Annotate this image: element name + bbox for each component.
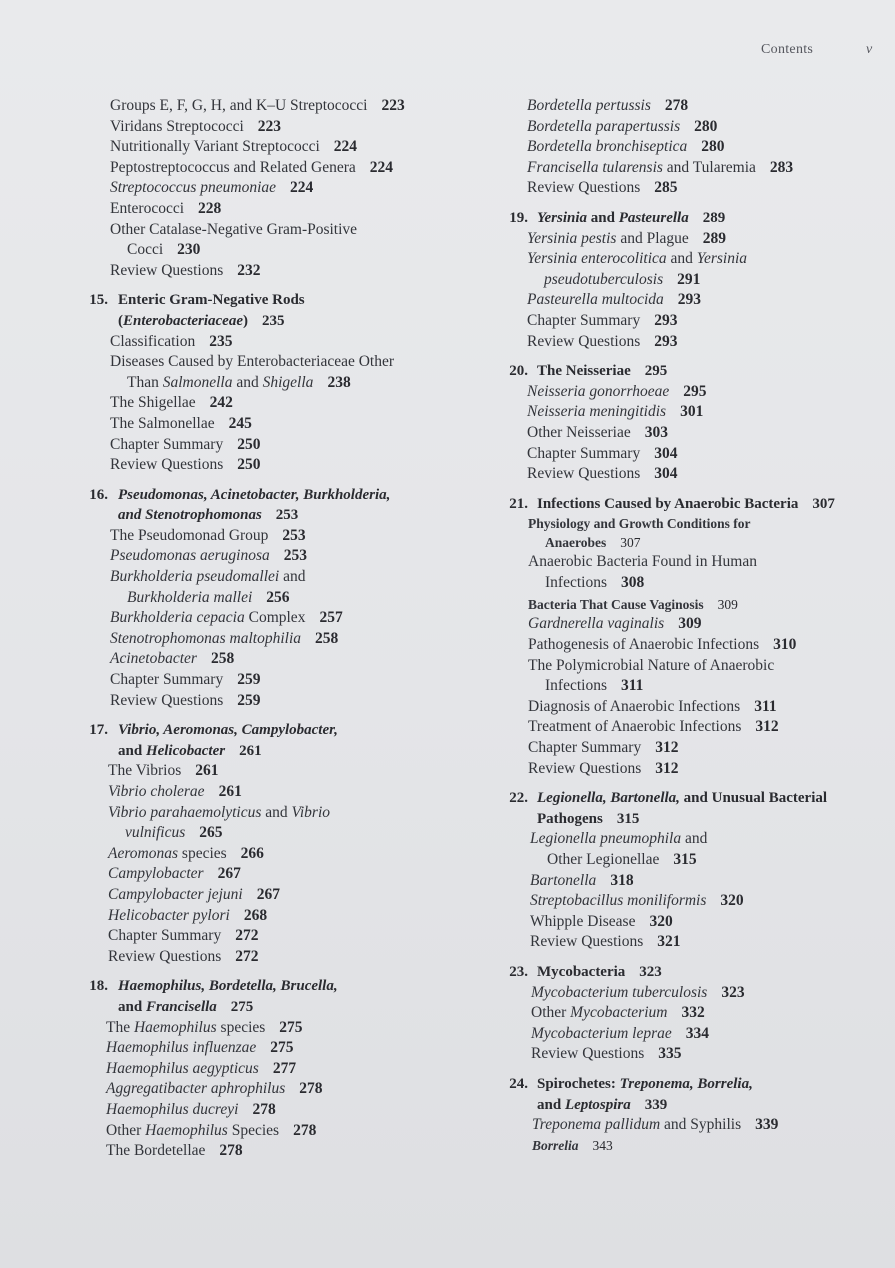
- toc-entry[interactable]: Treatment of Anaerobic Infections 312: [528, 718, 779, 736]
- toc-entry[interactable]: Other Catalase-Negative Gram-Positive Cocci 230: [110, 220, 358, 259]
- toc-entry[interactable]: Bordetella bronchiseptica 280: [527, 138, 725, 156]
- chapter-title[interactable]: 15. Enteric Gram-Negative Rods (Enterobacteriaceae) 235: [89, 292, 305, 329]
- chapter-title[interactable]: 21. Infections Caused by Anaerobic Bacteria 307: [509, 495, 835, 512]
- toc-entry[interactable]: Peptostreptococcus and Related Genera 224: [110, 158, 394, 176]
- toc-entry[interactable]: Enterococci 228: [110, 199, 222, 217]
- chapter-21: [486, 494, 886, 780]
- chapter-title[interactable]: 24. Spirochetes: Treponema, Borrelia, and Leptospira 339: [509, 1075, 753, 1113]
- toc-entry[interactable]: Vibrio cholerae 261: [108, 783, 242, 800]
- toc-entry[interactable]: Bartonella 318: [530, 871, 634, 889]
- chapter-20: [486, 361, 886, 485]
- toc-entry[interactable]: Anaerobic Bacteria Found in Human Infections 308: [528, 553, 757, 591]
- toc-entry[interactable]: Chapter Summary 304: [527, 444, 678, 462]
- toc-entry[interactable]: The Vibrios 261: [108, 762, 219, 780]
- toc-entry[interactable]: The Pseudomonad Group 253: [110, 526, 306, 544]
- toc-entry[interactable]: Review Questions 250: [110, 456, 261, 474]
- toc-entry[interactable]: Other Mycobacterium 332: [531, 1004, 705, 1022]
- chapter-15: [66, 290, 446, 475]
- toc-entry[interactable]: Review Questions 335: [531, 1045, 682, 1063]
- toc-entry[interactable]: Campylobacter jejuni 267: [108, 885, 280, 903]
- toc-entry[interactable]: Bacteria That Cause Vaginosis 309: [528, 597, 738, 613]
- chapter-22: [486, 788, 886, 953]
- right-column: [486, 96, 886, 1164]
- toc-entry[interactable]: Chapter Summary 259: [110, 671, 261, 689]
- toc-entry[interactable]: Streptococcus pneumoniae 224: [110, 179, 314, 197]
- chapter-title[interactable]: 16. Pseudomonas, Acinetobacter, Burkholderia, and Stenotrophomonas 253: [89, 486, 391, 524]
- toc-entry[interactable]: Classification 235: [110, 332, 233, 350]
- toc-entry[interactable]: Helicobacter pylori 268: [108, 906, 268, 924]
- toc-entry[interactable]: Diseases Caused by Enterobacteriaceae Other Than Salmonella and Shigella 238: [110, 353, 395, 391]
- toc-entry[interactable]: Viridans Streptococci 223: [110, 117, 282, 135]
- toc-entry[interactable]: Haemophilus aegypticus 277: [106, 1059, 297, 1077]
- chapter-title[interactable]: 20. The Neisseriae 295: [509, 363, 668, 380]
- toc-entry[interactable]: Pseudomonas aeruginosa 253: [110, 547, 307, 565]
- chapter-title[interactable]: 23. Mycobacteria 323: [509, 963, 662, 980]
- chapter-23: [486, 962, 886, 1065]
- toc-entry[interactable]: Pasteurella multocida 293: [527, 291, 702, 309]
- running-header: [0, 42, 895, 62]
- toc-entry[interactable]: Aggregatibacter aphrophilus 278: [106, 1080, 323, 1098]
- toc-entry[interactable]: Bordetella pertussis 278: [527, 97, 689, 114]
- toc-entry[interactable]: The Polymicrobial Nature of Anaerobic Infections 311: [528, 656, 775, 695]
- chapter-title[interactable]: 17. Vibrio, Aeromonas, Campylobacter, and Helicobacter 261: [89, 722, 338, 759]
- toc-entry[interactable]: Groups E, F, G, H, and K–U Streptococci 223: [110, 97, 405, 114]
- toc-entry[interactable]: Review Questions 272: [108, 947, 259, 965]
- toc-entry[interactable]: Whipple Disease 320: [530, 912, 673, 930]
- toc-entry[interactable]: Review Questions 312: [528, 759, 679, 777]
- toc-entry[interactable]: Other Haemophilus Species 278: [106, 1121, 317, 1139]
- toc-entry[interactable]: Review Questions 232: [110, 261, 261, 279]
- toc-entry[interactable]: Burkholderia cepacia Complex 257: [110, 609, 343, 627]
- header-label: Contents: [761, 42, 814, 57]
- toc-entry[interactable]: Aeromonas species 266: [108, 844, 264, 862]
- toc-entry[interactable]: Chapter Summary 250: [110, 435, 261, 453]
- chapter-14-continued: [66, 96, 446, 281]
- toc-entry[interactable]: Gardnerella vaginalis 309: [528, 615, 702, 633]
- chapter-18-continued: [486, 96, 886, 199]
- chapter-title[interactable]: 19. Yersinia and Pasteurella 289: [509, 209, 726, 226]
- toc-entry[interactable]: Stenotrophomonas maltophilia 258: [110, 629, 339, 647]
- toc-entry[interactable]: The Haemophilus species 275: [106, 1018, 303, 1036]
- toc-entry[interactable]: The Shigellae 242: [110, 394, 233, 412]
- chapter-title[interactable]: 18. Haemophilus, Bordetella, Brucella, and Francisella 275: [89, 978, 338, 1015]
- toc-entry[interactable]: Chapter Summary 272: [108, 927, 259, 945]
- toc-entry[interactable]: Borrelia 343: [532, 1137, 613, 1153]
- toc-entry[interactable]: Acinetobacter 258: [110, 650, 235, 668]
- chapter-24: [486, 1074, 886, 1155]
- toc-entry[interactable]: Nutritionally Variant Streptococci 224: [110, 138, 358, 156]
- toc-entry[interactable]: Review Questions 293: [527, 332, 678, 350]
- toc-entry[interactable]: Campylobacter 267: [108, 865, 241, 883]
- chapter-17: [66, 720, 446, 967]
- toc-entry[interactable]: Review Questions 321: [530, 933, 681, 951]
- toc-entry[interactable]: Burkholderia pseudomallei and Burkholderia mallei 256: [110, 568, 306, 606]
- toc-entry[interactable]: The Bordetellae 278: [106, 1142, 243, 1160]
- header-page-number: v: [866, 42, 873, 57]
- chapter-16: [66, 485, 446, 712]
- toc-entry[interactable]: Review Questions 285: [527, 179, 678, 197]
- toc-entry[interactable]: Yersinia pestis and Plague 289: [527, 229, 727, 247]
- toc-entry[interactable]: Bordetella parapertussis 280: [527, 117, 718, 135]
- toc-entry[interactable]: Neisseria gonorrhoeae 295: [527, 382, 707, 400]
- toc-entry[interactable]: Streptobacillus moniliformis 320: [530, 892, 744, 910]
- chapter-18: [66, 976, 446, 1161]
- toc-entry[interactable]: Review Questions 304: [527, 465, 678, 483]
- toc-entry[interactable]: Haemophilus ducreyi 278: [106, 1100, 276, 1118]
- toc-entry[interactable]: Chapter Summary 312: [528, 739, 679, 757]
- toc-entry[interactable]: Mycobacterium tuberculosis 323: [531, 983, 745, 1001]
- toc-entry[interactable]: Chapter Summary 293: [527, 311, 678, 329]
- toc-entry[interactable]: Treponema pallidum and Syphilis 339: [532, 1116, 779, 1134]
- toc-entry[interactable]: Review Questions 259: [110, 691, 261, 709]
- chapter-title[interactable]: 22. Legionella, Bartonella, and Unusual Bacterial Pathogens 315: [509, 790, 828, 827]
- toc-entry[interactable]: Physiology and Growth Conditions for Anaerobes 307: [528, 516, 751, 551]
- toc-entry[interactable]: Other Neisseriae 303: [527, 423, 668, 441]
- toc-entry[interactable]: Vibrio parahaemolyticus and Vibrio vulnificus 265: [108, 803, 331, 842]
- toc-entry[interactable]: Neisseria meningitidis 301: [527, 403, 704, 421]
- toc-entry[interactable]: Diagnosis of Anaerobic Infections 311: [528, 697, 777, 715]
- toc-entry[interactable]: Francisella tularensis and Tularemia 283: [527, 158, 794, 176]
- toc-entry[interactable]: The Salmonellae 245: [110, 414, 252, 432]
- toc-entry[interactable]: Haemophilus influenzae 275: [106, 1039, 294, 1057]
- toc-entry[interactable]: Pathogenesis of Anaerobic Infections 310: [528, 636, 797, 654]
- toc-entry[interactable]: Legionella pneumophila and Other Legionellae 315: [530, 830, 708, 868]
- left-column: [66, 96, 446, 1171]
- toc-entry[interactable]: Mycobacterium leprae 334: [531, 1024, 709, 1042]
- chapter-19: [486, 208, 886, 352]
- toc-entry[interactable]: Yersinia enterocolitica and Yersinia pseudotuberculosis 291: [527, 250, 748, 288]
